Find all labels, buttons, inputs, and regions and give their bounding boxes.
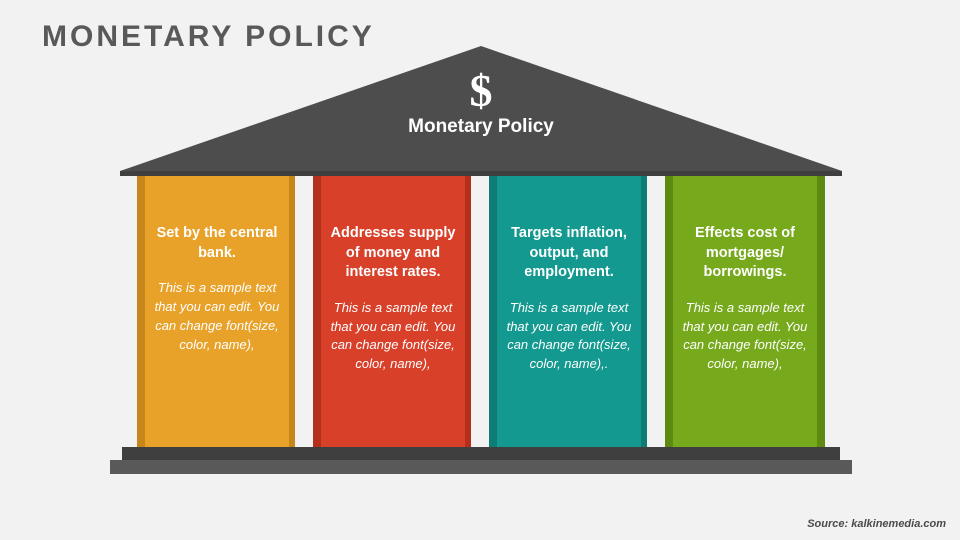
column-heading: Set by the central bank. <box>156 225 278 261</box>
column-heading: Effects cost of mortgages/ borrowings. <box>695 225 795 281</box>
column-text <box>325 176 461 374</box>
column-separator <box>295 176 313 447</box>
column-set-by-central-bank[interactable] <box>137 176 297 447</box>
base-step-upper <box>122 447 840 460</box>
column-heading: Targets inflation, output, and employment. <box>511 225 627 281</box>
column-body-text: This is a sample text that you can edit. You can change font(size, color, name), <box>330 299 456 372</box>
column-text <box>677 176 813 374</box>
column-separator <box>471 176 489 447</box>
column-addresses-supply-of-money[interactable] <box>313 176 473 447</box>
dollar-sign-icon: $ <box>469 65 493 116</box>
page-title: MONETARY POLICY <box>42 20 375 53</box>
column-body-text: This is a sample text that you can edit. You can change font(size, color, name), <box>682 299 808 372</box>
roof-pediment <box>120 46 842 176</box>
column-effects-cost-of-mortgages[interactable] <box>665 176 825 447</box>
base-step-lower <box>110 460 852 474</box>
roof-label: Monetary Policy <box>408 116 554 137</box>
column-separator <box>647 176 665 447</box>
column-targets-inflation[interactable] <box>489 176 649 447</box>
column-text <box>501 176 637 374</box>
column-body-text: This is a sample text that you can edit. You can change font(size, color, name),. <box>506 299 632 372</box>
column-heading: Addresses supply of money and interest rates. <box>330 225 456 281</box>
source-attribution: Source: kalkinemedia.com <box>807 518 946 530</box>
column-body-text: This is a sample text that you can edit. You can change font(size, color, name), <box>154 280 280 352</box>
column-text <box>149 176 285 355</box>
